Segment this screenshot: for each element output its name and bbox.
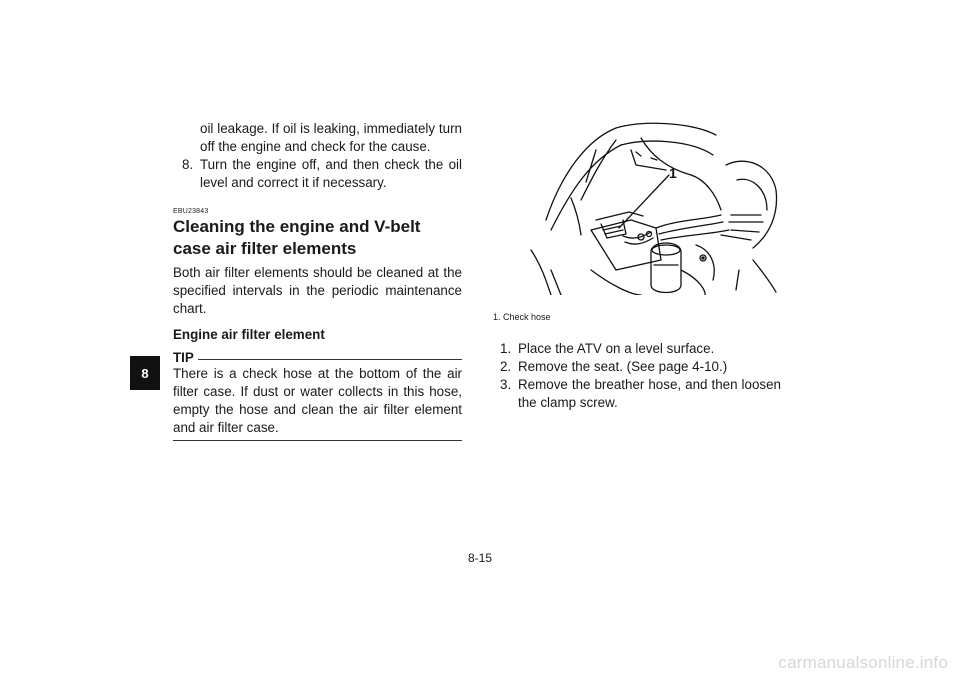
page-number: 8-15: [467, 551, 493, 565]
tip-end-rule: [173, 440, 462, 441]
step-3: [491, 376, 781, 412]
tip-label: TIP: [173, 350, 194, 365]
step-2: [491, 358, 781, 376]
step-text: Place the ATV on a level surface.: [518, 341, 715, 356]
watermark: carmanualsonline.info: [778, 653, 948, 672]
left-column: [173, 120, 462, 441]
step-number: 8.: [182, 157, 194, 172]
chapter-tab: 8: [130, 356, 160, 390]
tip-text: There is a check hose at the bottom of the air filter case. If dust or water collects in this hose, empty the hose and clean the air filter element and air filter case.: [173, 366, 462, 435]
right-steps: [491, 340, 781, 412]
figure-caption: 1. Check hose: [493, 312, 551, 322]
tip-rule: [198, 359, 462, 360]
continued-paragraph: oil leakage. If oil is leaking, immediately turn off the engine and check for the cause.: [200, 121, 462, 154]
step-text: Remove the breather hose, and then loosen the clamp screw.: [518, 377, 781, 410]
callout-1: 1: [669, 165, 677, 181]
section-code: EBU23843: [173, 208, 209, 215]
tip-header: [173, 350, 462, 365]
step-number: 3.: [500, 377, 512, 392]
engine-illustration-svg: [491, 120, 781, 295]
step-1: [491, 340, 781, 358]
engine-illustration: [491, 120, 781, 295]
intro-paragraph: Both air filter elements should be cleaned at the specified intervals in the periodic maintenance chart.: [173, 265, 462, 316]
step-text: Remove the seat. (See page 4-10.): [518, 359, 728, 374]
step-number: 1.: [500, 341, 512, 356]
subheading: Engine air filter element: [173, 327, 325, 342]
step-number: 2.: [500, 359, 512, 374]
section-heading: Cleaning the engine and V-belt case air filter elements: [173, 217, 421, 258]
step-8: [173, 156, 462, 192]
step-text: Turn the engine off, and then check the oil level and correct it if necessary.: [200, 157, 462, 190]
